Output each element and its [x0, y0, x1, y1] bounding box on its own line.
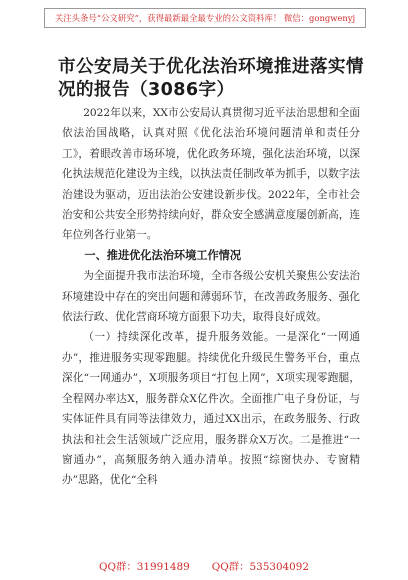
intro-paragraph: 2022年以来，XX市公安局认真贯彻习近平法治思想和全面依法治国战略，认真对照《优化法治环境问题清单和责任分工》，着眼改善市场环境，优化政务环境，强化法治环境，以深化执法规范化建设为主线，以执法责任制改革为抓手，以数字法治建设为驱动，迈出法治公安建设新步伐。2022年，全市社会治安和公共安全形势持续向好，群众安全感满意度屡创新高，连年位列各行业第一。 [62, 107, 360, 242]
section-paragraph-1: 为全面提升我市法治环境，全市各级公安机关聚焦公安法治环境建设中存在的突出问题和薄弱环节，在改善政务服务、强化依法行政、优化营商环境方面狠下功夫，取得良好成效。 [62, 270, 360, 324]
qq-group-1: QQ群：31991489 [98, 561, 190, 573]
qq-group-2: QQ群：535304092 [211, 561, 310, 573]
footer-contacts [0, 558, 408, 573]
section-heading: 一、推进优化法治环境工作情况 [84, 248, 242, 262]
document-body [62, 103, 360, 491]
section-paragraph-2: （一）持续深化改革，提升服务效能。一是深化“一网通办”，推进服务实现零跑腿。持续优化升级民生警务平台，重点深化“一网通办”，X项服务项目“打包上网”，X项实现零跑腿，全程网办率达X，服务群众X亿件次。全面推广电子身份证，与实体证件具有同等法律效力，通过XX出示，在政务服务、行政执法和社会生活领域广泛应用，服务群众X万次。二是推进“一窗通办”，高频服务纳入通办清单。按照“综窗快办、专窗精办”思路，优化“全科 [62, 331, 360, 487]
promo-banner: 关注头条号“公文研究”，获得最新最全最专业的公文资料库！ 微信：gongwenyj [44, 8, 366, 28]
document-title: 市公安局关于优化法治环境推进落实情况的报告（3086字） [58, 57, 364, 100]
